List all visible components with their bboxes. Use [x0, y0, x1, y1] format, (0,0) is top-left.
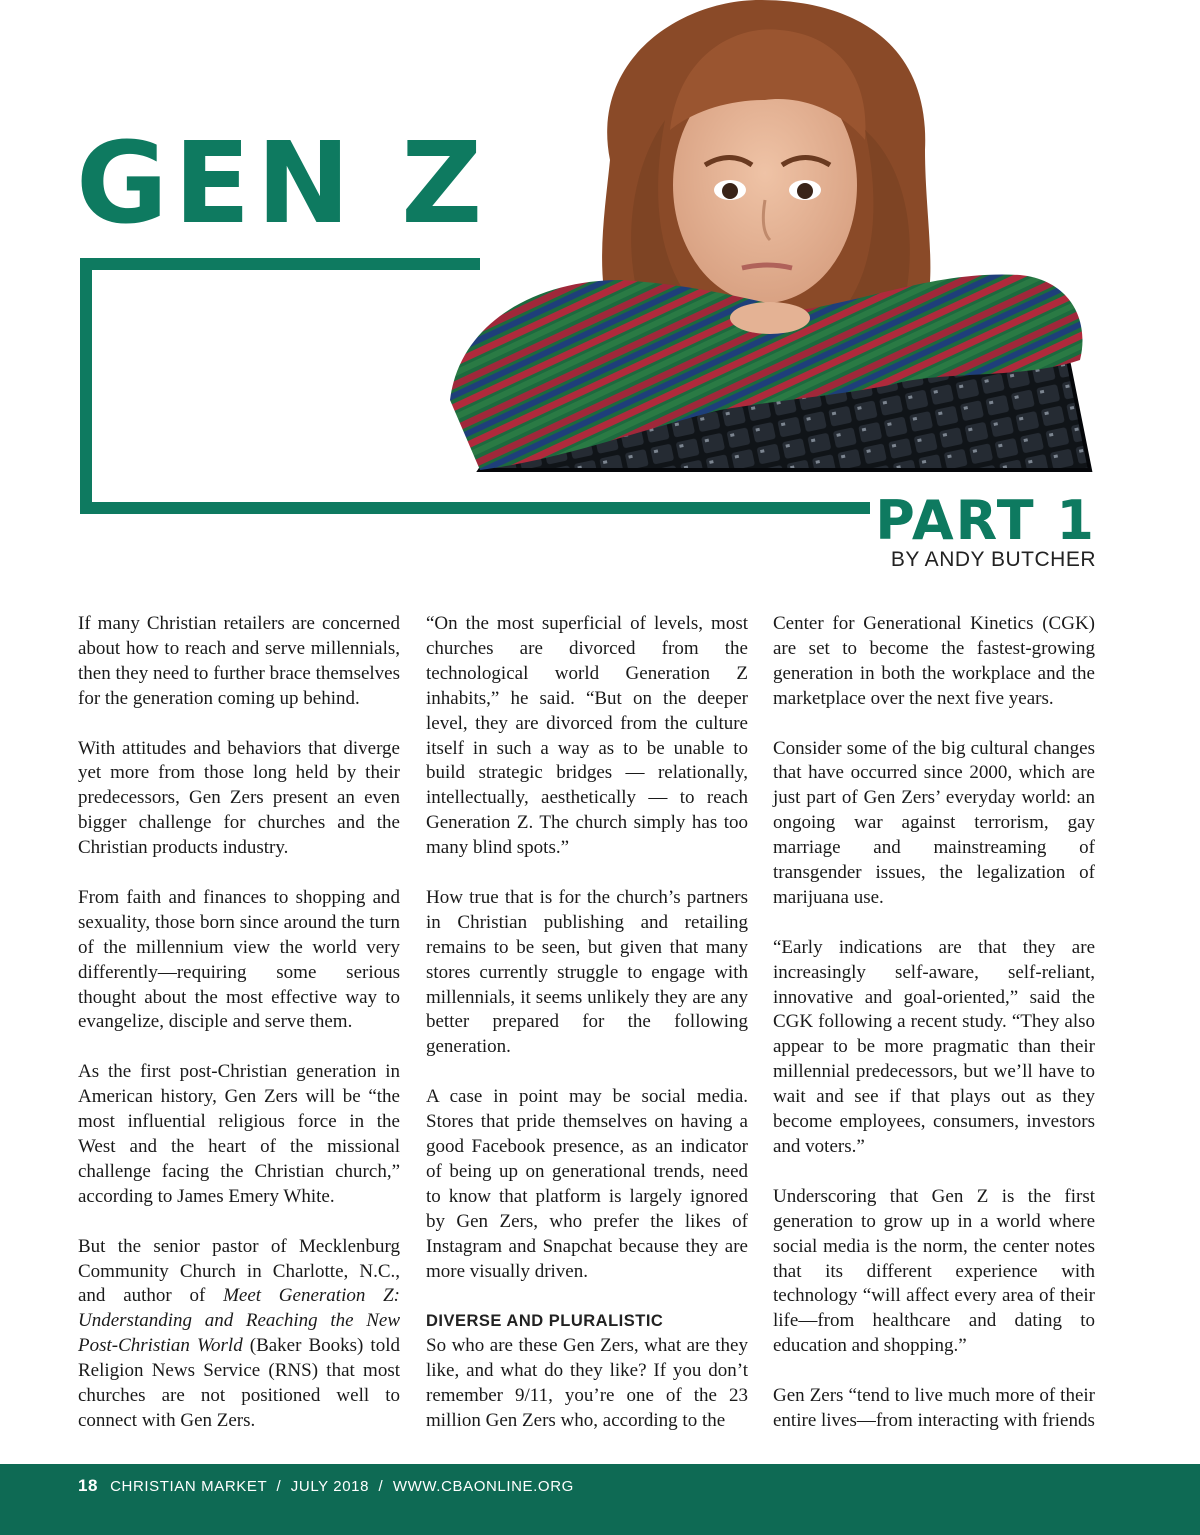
paragraph: From faith and finances to shopping and sexuality, those born since around the turn of the millennium view the world very differently—requiring some serious thought about the most effective way to evangelize, disciple and serve them.	[78, 886, 400, 1033]
article-column-3	[773, 612, 1095, 1434]
paragraph: Underscoring that Gen Z is the first generation to grow up in a world where social media is the norm, the center notes that its different experience with technology “will affect every area of their life—from healthcare and dating to education and shopping.”	[773, 1185, 1095, 1357]
title-frame-bottom-rule	[80, 502, 870, 514]
paragraph: How true that is for the church’s partners in Christian publishing and retailing remains to be seen, but given that many stores currently struggle to engage with millennials, it seems unlikely they are any better prepared for the following generation.	[426, 886, 748, 1058]
paragraph: If many Christian retailers are concerned about how to reach and serve millennials, then they need to further brace themselves for the generation coming up behind.	[78, 613, 400, 709]
paragraph: A case in point may be social media. Stores that pride themselves on having a good Facebook presence, as an indicator of being up on generational trends, need to know that platform is largely ignored by Gen Zers, who prefer the likes of Instagram and Snapchat because they are more visually driven.	[426, 1086, 748, 1282]
title-frame-left-rule	[80, 258, 92, 514]
article-byline: BY ANDY BUTCHER	[890, 548, 1096, 571]
paragraph: So who are these Gen Zers, what are they like, and what do they like? If you don’t remember 9/11, you’re one of the 23 million Gen Zers who, according to the	[426, 1335, 748, 1431]
page-footer	[0, 1464, 1200, 1535]
paragraph: Consider some of the big cultural changes that have occurred since 2000, which are just part of Gen Zers’ everyday world: an ongoing war against terrorism, gay marriage and mainstreaming of transgender issues, the legalization of marijuana use.	[773, 737, 1095, 908]
article-part-label: PART 1	[875, 489, 1096, 552]
footer-text-line	[78, 1476, 574, 1496]
paragraph: Gen Zers “tend to live much more of their entire lives—from interacting with friends	[773, 1385, 1095, 1431]
publication-info: CHRISTIAN MARKET / JULY 2018 / WWW.CBAONLINE.ORG	[110, 1478, 574, 1495]
paragraph: As the first post-Christian generation in American history, Gen Zers will be “the most influential religious force in the West and the heart of the missional challenge facing the Christian church,” according to James Emery White.	[78, 1061, 400, 1207]
girl-leaning-on-laptop-photo	[420, 0, 1100, 490]
book-title: Meet Generation Z: Understanding and Reaching the New Post-Christian World	[78, 1285, 400, 1357]
paragraph: “On the most superficial of levels, most churches are divorced from the technological world Generation Z inhabits,” he said. “But on the deeper level, they are divorced from the culture itself in such a way as to be unable to build strategic bridges — relationally, intellectually, aesthetically — to reach Generation Z. The church simply has too many blind spots.”	[426, 613, 748, 859]
paragraph-text: But the senior pastor of Mecklenburg Community Church in Charlotte, N.C., and author of	[78, 1235, 400, 1307]
article-column-1	[78, 612, 400, 1434]
section-heading: DIVERSE AND PLURALISTIC	[426, 1312, 664, 1331]
paragraph-text: (Baker Books) told Religion News Service (RNS) that most churches are not positioned well to connect with Gen Zers.	[78, 1335, 400, 1431]
paragraph: “Early indications are that they are increasingly self-aware, self-reliant, innovative and goal-oriented,” said the CGK following a recent study. “They also appear to be more pragmatic than their millennial predecessors, but we’ll have to wait and see if that plays out as they become employees, consumers, investors and voters.”	[773, 936, 1095, 1157]
article-title: GEN Z	[76, 119, 489, 249]
paragraph-with-book-title	[78, 1235, 400, 1434]
paragraph: With attitudes and behaviors that diverge yet more from those long held by their predecessors, Gen Zers present an even bigger challenge for churches and the Christian products industry.	[78, 737, 400, 859]
paragraph: Center for Generational Kinetics (CGK) are set to become the fastest-growing generation in both the workplace and the marketplace over the next five years.	[773, 613, 1095, 709]
page-number: 18	[78, 1476, 99, 1495]
article-column-2	[426, 612, 748, 1434]
title-frame-top-rule	[80, 258, 480, 270]
